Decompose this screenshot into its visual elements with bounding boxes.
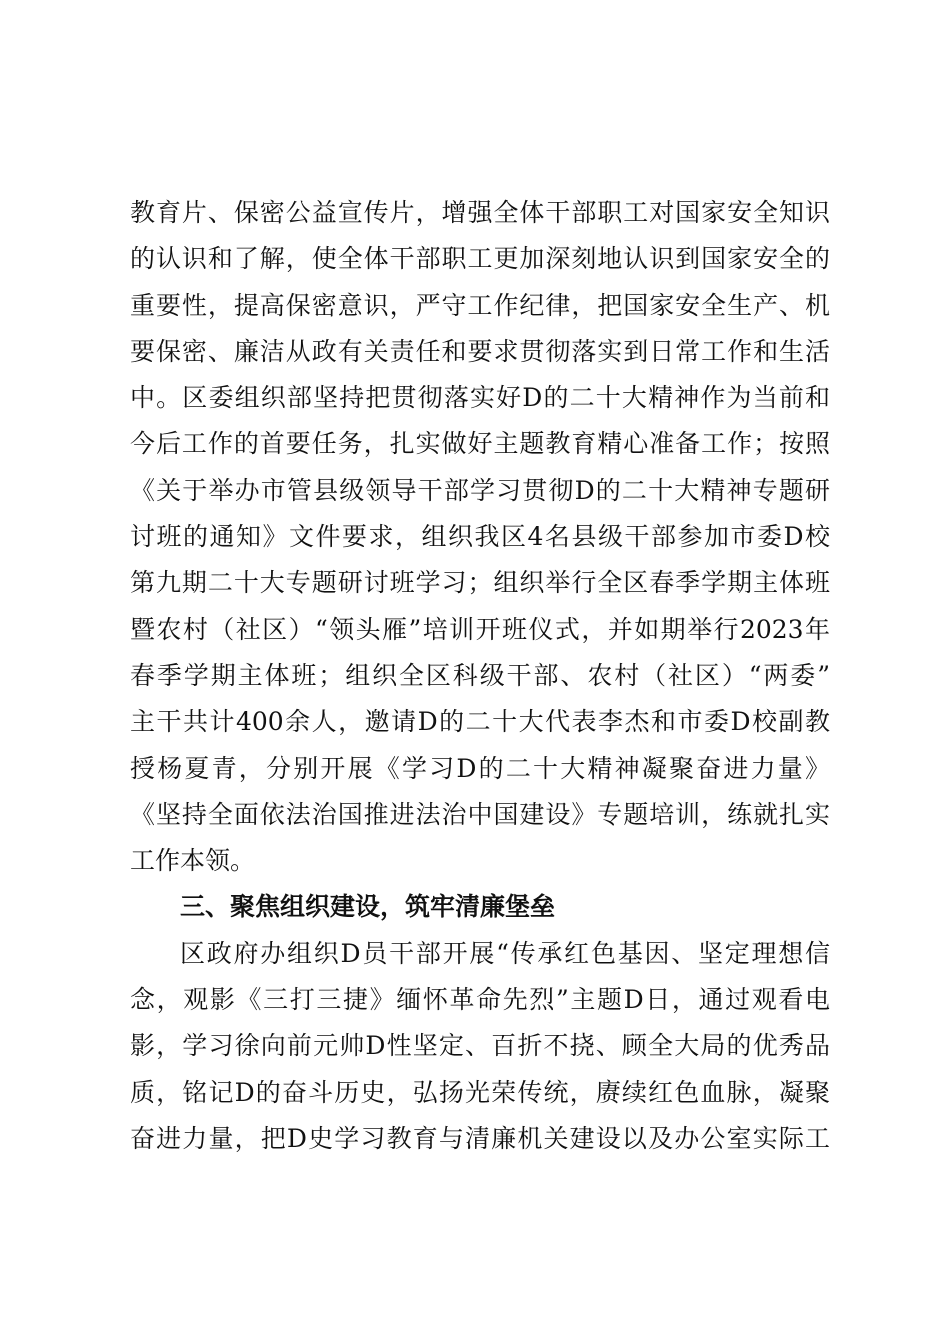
paragraph-line: 质，铭记D的奋斗历史，弘扬光荣传统，赓续红色血脉，凝聚	[130, 1077, 830, 1107]
paragraph-line: 影，学习徐向前元帅D性坚定、百折不挠、顾全大局的优秀品	[130, 1031, 830, 1061]
paragraph-line: 暨农村（社区）“领头雁”培训开班仪式，并如期举行2023年	[130, 614, 830, 644]
paragraph-line: 第九期二十大专题研讨班学习；组织举行全区春季学期主体班	[130, 568, 830, 598]
paragraph-line: 工作本领。	[130, 846, 256, 876]
paragraph-line: 《坚持全面依法治国推进法治中国建设》专题培训，练就扎实	[130, 799, 830, 829]
document-body	[130, 190, 830, 1162]
paragraph-line: 讨班的通知》文件要求，组织我区4名县级干部参加市委D校	[130, 522, 830, 552]
section-heading: 三、聚焦组织建设，筑牢清廉堡垒	[180, 892, 556, 922]
paragraph-line: 今后工作的首要任务，扎实做好主题教育精心准备工作；按照	[130, 429, 830, 459]
paragraph-line: 奋进力量，把D史学习教育与清廉机关建设以及办公室实际工	[130, 1123, 830, 1153]
paragraph-line: 教育片、保密公益宣传片，增强全体干部职工对国家安全知识	[130, 198, 830, 227]
paragraph-line: 区政府办组织D员干部开展“传承红色基因、坚定理想信	[180, 938, 830, 968]
paragraph-line: 中。区委组织部坚持把贯彻落实好D的二十大精神作为当前和	[130, 383, 830, 413]
paragraph-line: 重要性，提高保密意识，严守工作纪律，把国家安全生产、机	[130, 290, 830, 320]
paragraph-line: 要保密、廉洁从政有关责任和要求贯彻落实到日常工作和生活	[130, 336, 830, 366]
paragraph-line: 念，观影《三打三捷》缅怀革命先烈”主题D日，通过观看电	[130, 985, 830, 1015]
paragraph-line: 授杨夏青，分别开展《学习D的二十大精神凝聚奋进力量》	[130, 753, 830, 783]
paragraph-line: 《关于举办市管县级领导干部学习贯彻D的二十大精神专题研	[130, 475, 830, 505]
paragraph-line: 主干共计400余人，邀请D的二十大代表李杰和市委D校副教	[130, 707, 830, 737]
paragraph-line: 的认识和了解，使全体干部职工更加深刻地认识到国家安全的	[130, 244, 830, 274]
paragraph-line: 春季学期主体班；组织全区科级干部、农村（社区）“两委”	[130, 660, 830, 690]
